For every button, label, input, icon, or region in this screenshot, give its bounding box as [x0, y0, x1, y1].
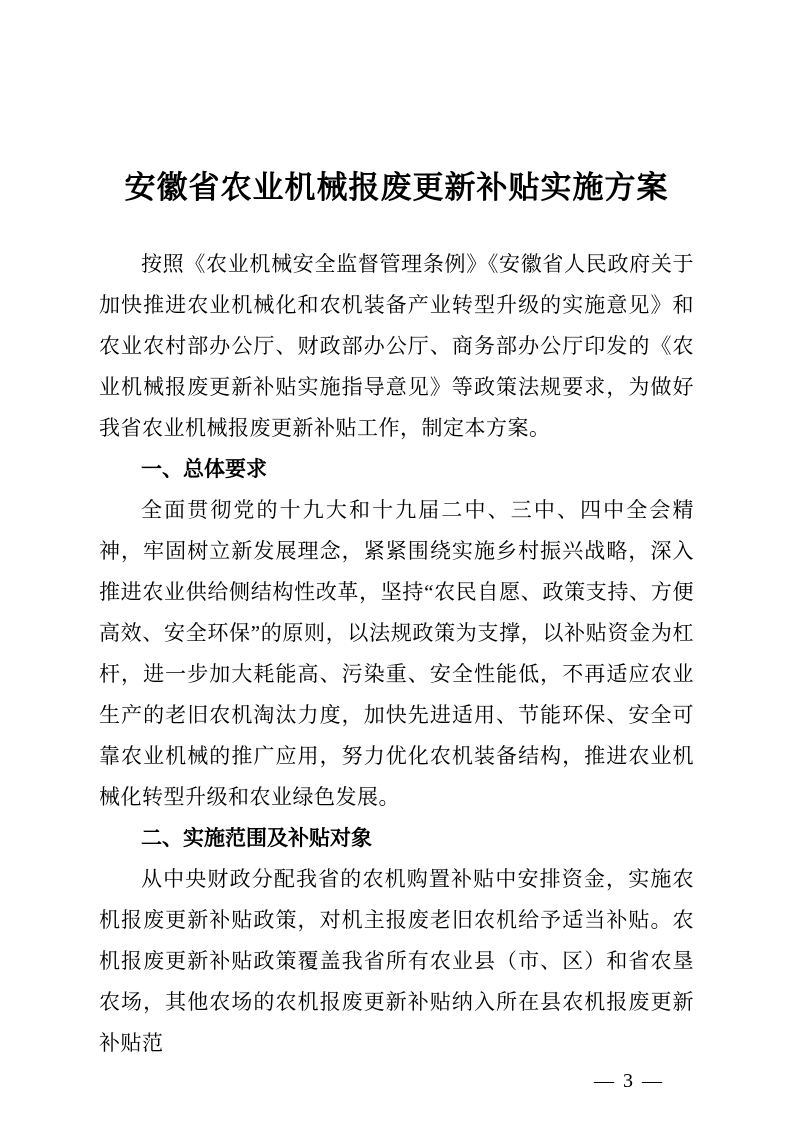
section-heading-2: 二、实施范围及补贴对象	[141, 827, 372, 850]
body-paragraph: 从中央财政分配我省的农机购置补贴中安排资金，实施农机报废更新补贴政策，对机主报废老旧农机给予适当补贴。农机报废更新补贴政策覆盖我省所有农业县（市、区）和省农垦农场，其他农场的农机报废更新补贴纳入所在县农机报废更新补贴范	[99, 867, 694, 1055]
page-title: 安徽省农业机械报废更新补贴实施方案	[124, 170, 669, 205]
body-paragraph: 全面贯彻党的十九大和十九届二中、三中、四中全会精神，牢固树立新发展理念，紧紧围绕实施乡村振兴战略，深入推进农业供给侧结构性改革，坚持“农民自愿、政策支持、方便高效、安全环保”的原则，以法规政策为支撑，以补贴资金为杠杆，进一步加大耗能高、污染重、安全性能低，不再适应农业生产的老旧农机淘汰力度，加快先进适用、节能环保、安全可靠农业机械的推广应用，努力优化农机装备结构，推进农业机械化转型升级和农业绿色发展。	[99, 498, 694, 809]
page-number: — 3 —	[594, 1070, 664, 1092]
body-paragraph: 按照《农业机械安全监督管理条例》《安徽省人民政府关于加快推进农业机械化和农机装备产业转型升级的实施意见》和农业农村部办公厅、财政部办公厅、商务部办公厅印发的《农业机械报废更新补贴实施指导意见》等政策法规要求，为做好我省农业机械报废更新补贴工作，制定本方案。	[99, 252, 694, 440]
section-heading-1: 一、总体要求	[141, 458, 267, 481]
